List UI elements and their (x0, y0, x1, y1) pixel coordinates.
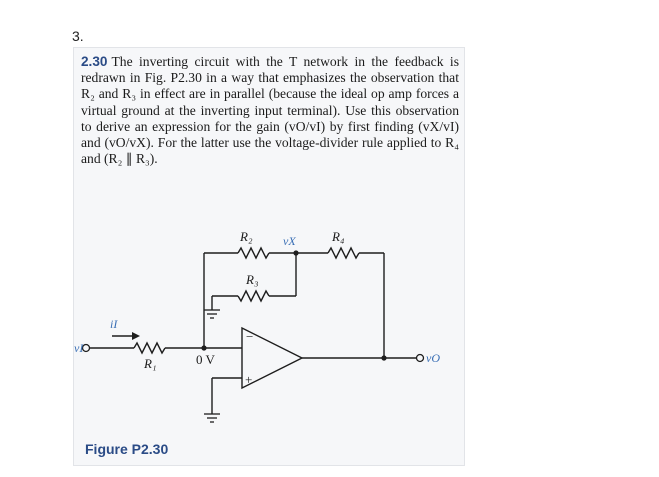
problem-text: The inverting circuit with the T network in the feedback is redrawn in Fig. P2.30 in a way that emphasizes the observation that R₂ and R₃ in effect are in parallel (because the ideal op amp forces a virtual ground at the inverting input terminal). Use this observation to derive an expression for the gain (vO/vI) by first finding (vX/vI) and (vO/vX). For the latter use the voltage-divider rule applied to R₄ and (R₂ ∥ R₃). (81, 54, 459, 167)
resistor-r2 (238, 248, 269, 258)
label-ii: iI (110, 317, 118, 331)
label-vi: vI (74, 341, 84, 355)
output-node-dot (381, 355, 386, 360)
circuit-diagram (74, 48, 464, 465)
label-r2: R₂ (240, 229, 253, 244)
figure-caption: Figure P2.30 (85, 441, 169, 457)
ground-symbol-bottom (204, 414, 220, 422)
label-r4: R₄ (332, 229, 345, 244)
vx-node-dot (293, 250, 298, 255)
question-number: 3. (72, 28, 84, 44)
output-terminal (417, 355, 424, 362)
ground-symbol-top (204, 310, 220, 318)
inverting-node-dot (201, 345, 206, 350)
label-vx: vX (283, 234, 296, 248)
resistor-r1 (134, 343, 165, 353)
problem-number: 2.30 (81, 54, 108, 69)
label-zero-volts: 0 V (196, 352, 215, 367)
label-r3: R₃ (246, 272, 259, 287)
resistor-r3 (238, 291, 269, 301)
label-minus: − (246, 329, 254, 344)
current-arrow-head (132, 332, 140, 340)
label-r1: R₁ (144, 356, 157, 371)
input-terminal (83, 345, 90, 352)
resistor-r4 (328, 248, 359, 258)
label-plus: + (245, 372, 253, 387)
problem-card (73, 47, 465, 466)
label-vo: vO (426, 351, 440, 365)
